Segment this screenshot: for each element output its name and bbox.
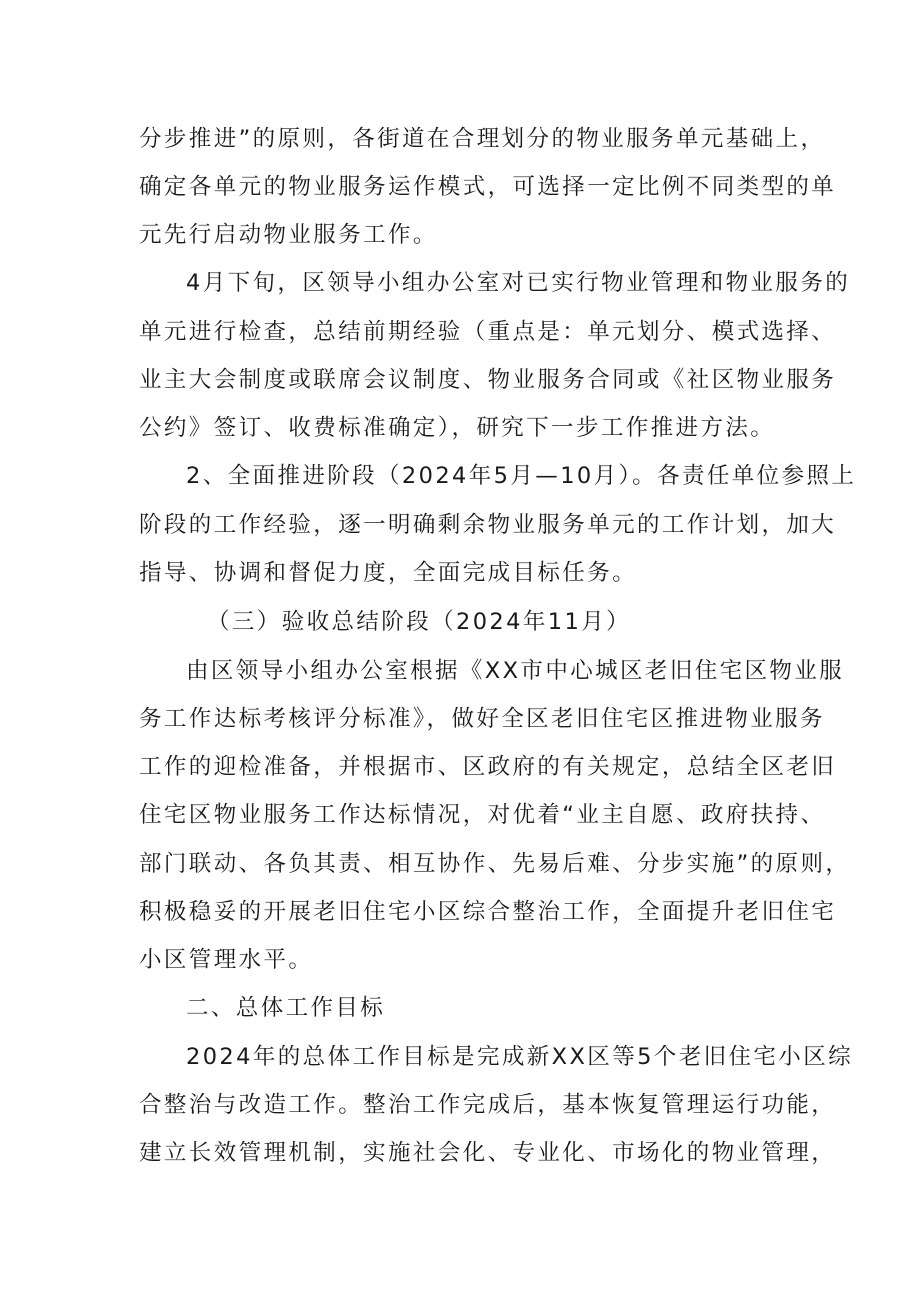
paragraph-line: 积极稳妥的开展老旧住宅小区综合整治工作，全面提升老旧住宅	[139, 899, 837, 925]
paragraph-line: 元先行启动物业服务工作。	[139, 222, 438, 248]
paragraph-line: 2、全面推进阶段（2024年5月—10月）。各责任单位参照上	[186, 463, 857, 489]
paragraph-line: 部门联动、各负其责、相互协作、先易后难、分步实施”的原则，	[139, 851, 851, 877]
paragraph-line: 务工作达标考核评分标准》，做好全区老旧住宅区推进物业服务	[139, 706, 825, 732]
paragraph-line: 公约》签订、收费标准确定），研究下一步工作推进方法。	[139, 415, 776, 441]
paragraph-line: 建立长效管理机制，实施社会化、专业化、市场化的物业管理，	[139, 1140, 837, 1166]
paragraph-line: 2024年的总体工作目标是完成新XX区等5个老旧住宅小区综	[186, 1044, 854, 1070]
paragraph-line: 阶段的工作经验，逐一明确剩余物业服务单元的工作计划，加大	[139, 512, 837, 538]
paragraph-line: 由区领导小组办公室根据《XX市中心城区老旧住宅区物业服	[186, 658, 845, 684]
paragraph-line: 住宅区物业服务工作达标情况，对优着“业主自愿、政府扶持、	[139, 802, 826, 828]
section-heading: 二、总体工作目标	[186, 995, 386, 1021]
paragraph-line: 小区管理水平。	[139, 947, 314, 973]
paragraph-line: 合整治与改造工作。整治工作完成后，基本恢复管理运行功能，	[139, 1092, 837, 1118]
paragraph-line: 指导、协调和督促力度，全面完成目标任务。	[139, 560, 638, 586]
paragraph-line: 业主大会制度或联席会议制度、物业服务合同或《社区物业服务	[139, 367, 837, 393]
section-heading: （三）验收总结阶段（2024年11月）	[207, 609, 631, 635]
paragraph-line: 确定各单元的物业服务运作模式，可选择一定比例不同类型的单	[139, 174, 837, 200]
paragraph-line: 分步推进”的原则，各街道在合理划分的物业服务单元基础上，	[139, 126, 826, 152]
paragraph-line: 单元进行检查，总结前期经验（重点是：单元划分、模式选择、	[139, 319, 837, 345]
paragraph-line: 工作的迎检准备，并根据市、区政府的有关规定，总结全区老旧	[139, 754, 837, 780]
paragraph-line: 4月下旬，区领导小组办公室对已实行物业管理和物业服务的	[186, 270, 851, 296]
